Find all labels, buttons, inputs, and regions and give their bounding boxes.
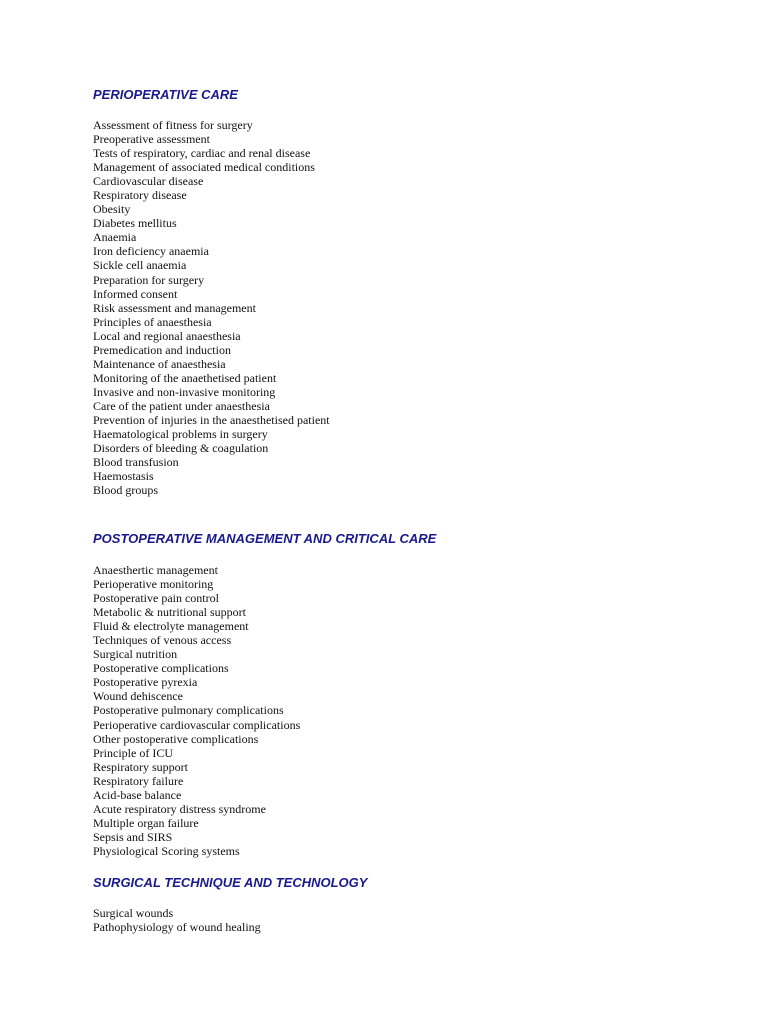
- list-item: Haemostasis: [93, 469, 154, 484]
- list-item: Preoperative assessment: [93, 132, 210, 147]
- list-item: Perioperative cardiovascular complications: [93, 717, 301, 732]
- list-item: Disorders of bleeding & coagulation: [93, 441, 269, 456]
- list-item: Tests of respiratory, cardiac and renal disease: [93, 146, 311, 161]
- list-item: Other postoperative complications: [93, 731, 259, 746]
- list-item: Respiratory failure: [93, 773, 184, 788]
- list-item: Obesity: [93, 202, 131, 217]
- list-item: Surgical nutrition: [93, 647, 178, 662]
- list-item: Postoperative pulmonary complications: [93, 703, 284, 718]
- list-item: Sepsis and SIRS: [93, 829, 173, 844]
- list-item: Fluid & electrolyte management: [93, 619, 249, 634]
- list-item: Blood transfusion: [93, 455, 179, 470]
- list-item: Principles of anaesthesia: [93, 314, 212, 329]
- list-item: Wound dehiscence: [93, 689, 183, 704]
- list-item: Blood groups: [93, 483, 159, 498]
- list-item: Acid-base balance: [93, 787, 182, 802]
- section-list-postoperative-management: [93, 563, 300, 858]
- list-item: Postoperative pain control: [93, 591, 219, 606]
- list-item: Premedication and induction: [93, 342, 231, 357]
- list-item: Postoperative pyrexia: [93, 675, 198, 690]
- list-item: Iron deficiency anaemia: [93, 244, 209, 259]
- list-item: Invasive and non-invasive monitoring: [93, 384, 276, 399]
- list-item: Cardiovascular disease: [93, 174, 204, 189]
- list-item: Surgical wounds: [93, 906, 174, 920]
- section-heading-surgical-technique: SURGICAL TECHNIQUE AND TECHNOLOGY: [93, 875, 368, 890]
- list-item: Acute respiratory distress syndrome: [93, 801, 266, 816]
- list-item: Respiratory support: [93, 759, 188, 774]
- list-item: Monitoring of the anaethetised patient: [93, 370, 277, 385]
- list-item: Maintenance of anaesthesia: [93, 356, 226, 371]
- list-item: Haematological problems in surgery: [93, 427, 268, 442]
- list-item: Anaesthertic management: [93, 563, 218, 577]
- list-item: Techniques of venous access: [93, 633, 232, 648]
- list-item: Sickle cell anaemia: [93, 258, 187, 273]
- list-item: Management of associated medical conditions: [93, 160, 315, 175]
- list-item: Care of the patient under anaesthesia: [93, 398, 270, 413]
- list-item: Anaemia: [93, 230, 137, 245]
- list-item: Assessment of fitness for surgery: [93, 118, 253, 132]
- list-item: Metabolic & nutritional support: [93, 605, 246, 620]
- list-item: Pathophysiology of wound healing: [93, 920, 261, 935]
- list-item: Multiple organ failure: [93, 815, 199, 830]
- list-item: Prevention of injuries in the anaesthetised patient: [93, 412, 330, 427]
- list-item: Perioperative monitoring: [93, 577, 214, 592]
- section-heading-postoperative-management: POSTOPERATIVE MANAGEMENT AND CRITICAL CARE: [93, 531, 437, 546]
- list-item: Physiological Scoring systems: [93, 843, 240, 858]
- section-heading-perioperative-care: PERIOPERATIVE CARE: [93, 87, 238, 102]
- section-list-surgical-technique: [93, 906, 261, 934]
- section-list-perioperative-care: [93, 118, 330, 497]
- list-item: Preparation for surgery: [93, 272, 205, 287]
- list-item: Principle of ICU: [93, 745, 173, 760]
- list-item: Local and regional anaesthesia: [93, 328, 241, 343]
- list-item: Informed consent: [93, 286, 178, 301]
- list-item: Respiratory disease: [93, 188, 187, 203]
- list-item: Postoperative complications: [93, 661, 229, 676]
- list-item: Diabetes mellitus: [93, 216, 177, 231]
- list-item: Risk assessment and management: [93, 300, 256, 315]
